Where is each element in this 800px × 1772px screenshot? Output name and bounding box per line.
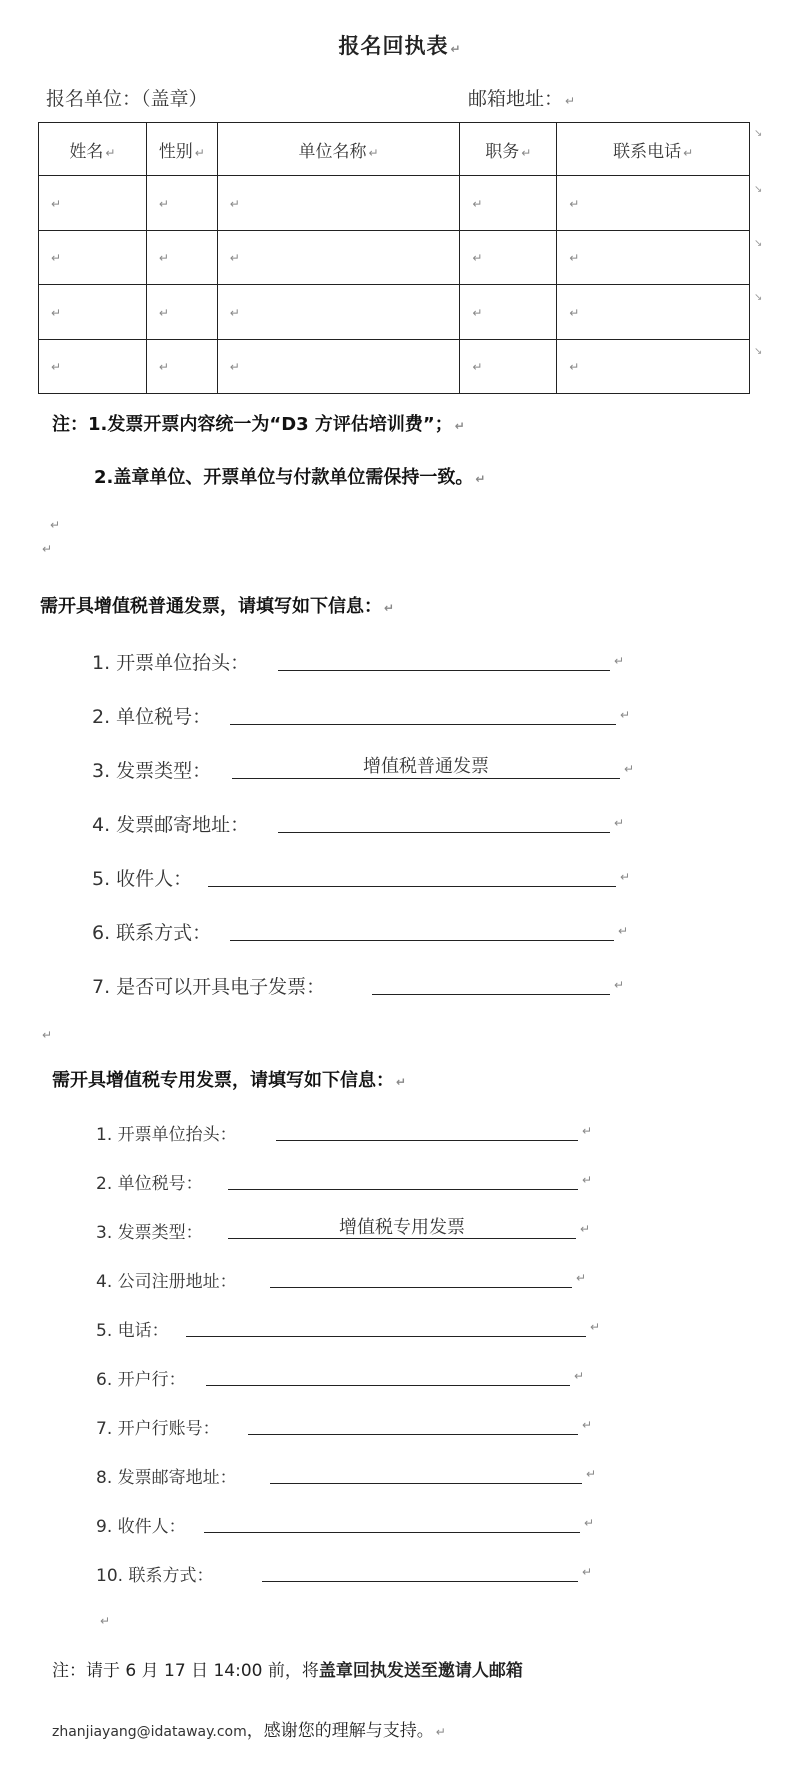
table-header-row [39,123,750,176]
email-address-label: 邮箱地址： ↵ [468,88,576,110]
row-end-mark: ↘ [754,346,763,357]
special-field-blank[interactable] [276,1140,578,1141]
special-field-blank[interactable] [228,1189,578,1190]
column-header-gender: 性别 ↵ [146,123,217,176]
ordinary-field-label: 2. 单位税号： [92,706,212,728]
row-end-mark: ↘ [754,292,763,303]
special-field-label: 1. 开票单位抬头： [96,1125,237,1145]
table-cell[interactable]: ↵ [557,285,750,339]
ordinary-field-label: 4. 发票邮寄地址： [92,814,250,836]
table-cell[interactable]: ↵ [557,230,750,284]
table-row [39,339,750,393]
special-field-label: 9. 收件人： [96,1517,186,1537]
ordinary-field-label: 6. 联系方式： [92,922,212,944]
special-invoice-heading: 需开具增值税专用发票，请填写如下信息： ↵ [52,1070,407,1091]
ordinary-invoice-heading: 需开具增值税普通发票，请填写如下信息： ↵ [40,596,395,617]
table-cell[interactable]: ↵ [217,176,460,230]
ordinary-field-label: 7. 是否可以开具电子发票： [92,976,326,998]
ordinary-invoice-type-value[interactable]: 增值税普通发票 [363,756,489,777]
table-cell[interactable]: ↵ [146,285,217,339]
table-cell[interactable]: ↵ [460,339,557,393]
table-cell[interactable]: ↵ [217,285,460,339]
special-field-label: 7. 开户行账号： [96,1419,220,1439]
special-field-blank[interactable] [270,1483,582,1484]
row-end-mark: ↘ [754,184,763,195]
ordinary-field-blank[interactable] [230,940,614,941]
ordinary-field-blank[interactable] [372,994,610,995]
note-line-1: 注：1.发票开票内容统一为“D3 方评估培训费”； ↵ [52,414,465,435]
table-cell[interactable]: ↵ [39,339,147,393]
table-cell[interactable]: ↵ [460,285,557,339]
table-row [39,176,750,230]
ordinary-field-blank [232,778,620,779]
empty-paragraph-mark: ↵ [100,1614,111,1628]
row-end-mark: ↘ [754,238,763,249]
special-invoice-type-value[interactable]: 增值税专用发票 [339,1217,465,1238]
table-cell[interactable]: ↵ [217,230,460,284]
special-field-blank[interactable] [248,1434,578,1435]
ordinary-field-blank[interactable] [208,886,616,887]
table-cell[interactable]: ↵ [557,339,750,393]
empty-paragraph-mark: ↵ [42,542,53,556]
special-field-label: 6. 开户行： [96,1370,186,1390]
table-cell[interactable]: ↵ [217,339,460,393]
empty-paragraph-mark: ↵ [50,518,61,532]
table-cell[interactable]: ↵ [460,176,557,230]
table-cell[interactable]: ↵ [39,176,147,230]
table-cell[interactable]: ↵ [146,339,217,393]
table-cell[interactable]: ↵ [39,285,147,339]
row-end-mark: ↘ [754,128,763,139]
table-cell[interactable]: ↵ [146,176,217,230]
ordinary-field-blank[interactable] [230,724,616,725]
special-field-blank [228,1238,576,1239]
ordinary-field-label: 1. 开票单位抬头： [92,652,250,674]
special-field-label: 3. 发票类型： [96,1223,203,1243]
footer-deadline-note: 注：请于 6 月 17 日 14:00 前，将盖章回执发送至邀请人邮箱 [52,1661,523,1681]
special-field-label: 2. 单位税号： [96,1174,203,1194]
ordinary-field-blank[interactable] [278,832,610,833]
column-header-unit-name: 单位名称 ↵ [217,123,460,176]
table-cell[interactable]: ↵ [460,230,557,284]
invite-email-address[interactable]: zhanjiayang@idataway.com [52,1724,247,1740]
special-field-blank[interactable] [270,1287,572,1288]
table-cell[interactable]: ↵ [146,230,217,284]
special-field-blank[interactable] [262,1581,578,1582]
ordinary-field-blank[interactable] [278,670,610,671]
column-header-name: 姓名 ↵ [39,123,147,176]
column-header-phone: 联系电话 ↵ [557,123,750,176]
special-field-label: 4. 公司注册地址： [96,1272,237,1292]
note-line-2: 2.盖章单位、开票单位与付款单位需保持一致。 ↵ [94,467,486,488]
column-header-position: 职务 ↵ [460,123,557,176]
registering-unit-label: 报名单位：（盖章） [46,88,208,110]
table-row [39,230,750,284]
empty-paragraph-mark: ↵ [42,1028,53,1042]
document-title: 报名回执表 ↵ [338,34,462,58]
registration-table [38,122,750,394]
special-field-blank[interactable] [204,1532,580,1533]
table-cell[interactable]: ↵ [557,176,750,230]
special-field-label: 5. 电话： [96,1321,169,1341]
table-cell[interactable]: ↵ [39,230,147,284]
ordinary-field-label: 3. 发票类型： [92,760,212,782]
footer-email-line: zhanjiayang@idataway.com，感谢您的理解与支持。 ↵ [52,1721,446,1741]
special-field-blank[interactable] [206,1385,570,1386]
ordinary-field-label: 5. 收件人： [92,868,193,890]
special-field-label: 10. 联系方式： [96,1566,214,1586]
table-row [39,285,750,339]
special-field-label: 8. 发票邮寄地址： [96,1468,237,1488]
special-field-blank[interactable] [186,1336,586,1337]
